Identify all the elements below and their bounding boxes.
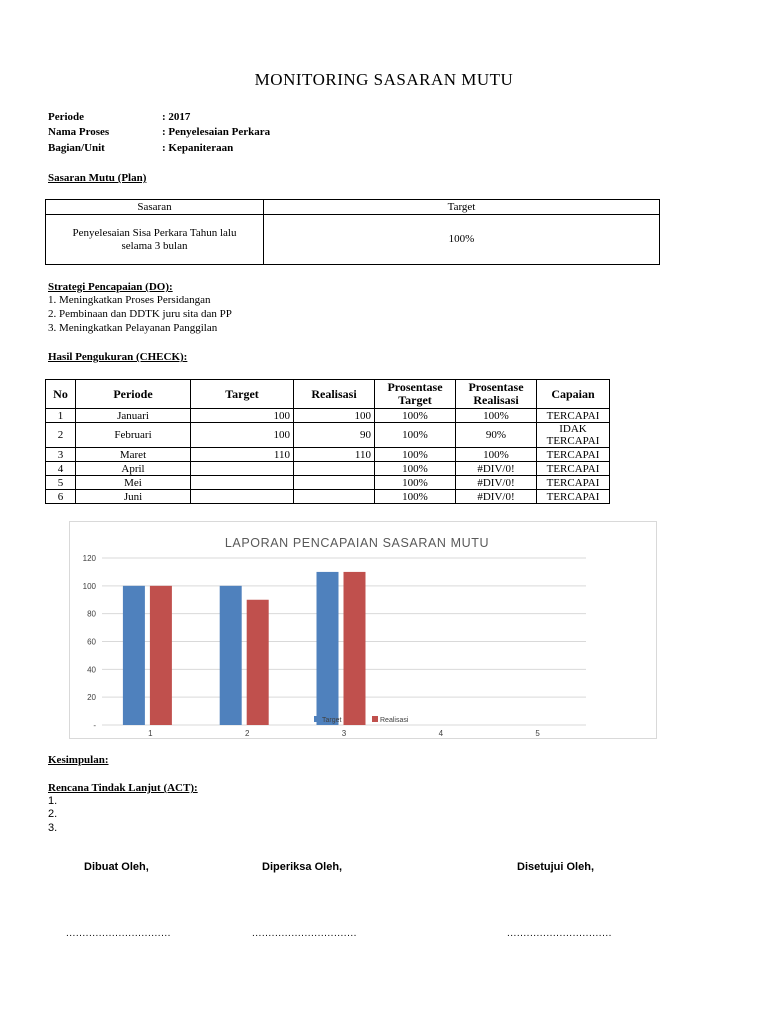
bar-realisasi <box>344 572 366 725</box>
cell-prosentase-realisasi: 90% <box>456 423 537 448</box>
cell-realisasi <box>294 462 375 476</box>
cell-capaian: TERCAPAI <box>537 490 610 504</box>
info-value: : Kepaniteraan <box>162 142 234 154</box>
bar-chart <box>70 522 656 738</box>
cell-periode: Mei <box>76 476 191 490</box>
x-tick-label: 5 <box>535 729 540 738</box>
y-tick-label: 20 <box>87 693 96 703</box>
cell-periode: Juni <box>76 490 191 504</box>
act-item: 2. <box>48 808 58 820</box>
cell-no: 6 <box>46 490 76 504</box>
cell-realisasi: 100 <box>294 409 375 423</box>
plan-sasaran-cell <box>46 215 264 265</box>
bar-target <box>123 586 145 725</box>
table-row <box>46 448 610 462</box>
col-prosentase-realisasi-l1: Prosentase <box>468 380 524 394</box>
x-tick-label: 1 <box>148 729 153 738</box>
cell-no: 4 <box>46 462 76 476</box>
cell-target <box>191 462 294 476</box>
signature-line: ................................ <box>66 928 171 939</box>
cell-no: 5 <box>46 476 76 490</box>
cell-realisasi: 110 <box>294 448 375 462</box>
legend-label: Target <box>322 717 342 724</box>
bar-target <box>317 572 339 725</box>
info-label: Periode <box>48 111 85 123</box>
plan-sasaran-line1: Penyelesaian Sisa Perkara Tahun lalu <box>72 226 237 239</box>
y-tick-label: 120 <box>82 554 96 563</box>
cell-capaian: TERCAPAI <box>537 409 610 423</box>
cell-prosentase-target: 100% <box>375 490 456 504</box>
col-prosentase-target-l2: Target <box>398 393 432 407</box>
chart-title: LAPORAN PENCAPAIAN SASARAN MUTU <box>224 536 490 550</box>
y-tick-label: 60 <box>87 637 96 647</box>
cell-prosentase-target: 100% <box>375 409 456 423</box>
table-row <box>46 462 610 476</box>
strategy-heading: Strategi Pencapaian (DO): <box>48 281 173 293</box>
y-tick-label: 100 <box>82 581 96 591</box>
strategy-item: 3. Meningkatkan Pelayanan Panggilan <box>48 322 218 334</box>
cell-prosentase-target: 100% <box>375 462 456 476</box>
cell-realisasi <box>294 476 375 490</box>
cell-target: 100 <box>191 409 294 423</box>
cell-periode: Februari <box>76 423 191 448</box>
table-row <box>46 476 610 490</box>
info-value: : 2017 <box>162 111 191 123</box>
cell-target: 110 <box>191 448 294 462</box>
cell-prosentase-realisasi: #DIV/0! <box>456 490 537 504</box>
check-table <box>45 379 610 504</box>
kesimpulan-heading: Kesimpulan: <box>48 754 109 766</box>
cell-prosentase-target: 100% <box>375 448 456 462</box>
cell-prosentase-target: 100% <box>375 423 456 448</box>
plan-target-cell: 100% <box>264 215 660 265</box>
cell-no: 1 <box>46 409 76 423</box>
legend-swatch <box>314 716 320 722</box>
signature-diperiksa: Diperiksa Oleh, <box>262 861 343 873</box>
table-row <box>46 490 610 504</box>
cell-prosentase-realisasi: #DIV/0! <box>456 476 537 490</box>
cell-realisasi: 90 <box>294 423 375 448</box>
signature-dibuat: Dibuat Oleh, <box>84 861 149 873</box>
cell-target <box>191 476 294 490</box>
info-label: Nama Proses <box>48 126 110 138</box>
table-row <box>46 409 610 423</box>
col-prosentase-realisasi <box>456 380 537 409</box>
cell-periode: Januari <box>76 409 191 423</box>
act-item: 1. <box>48 795 58 807</box>
signature-disetujui: Disetujui Oleh, <box>517 861 595 873</box>
plan-table <box>45 199 660 265</box>
info-nama-proses <box>48 126 270 138</box>
y-tick-label: 40 <box>87 665 96 675</box>
cell-prosentase-realisasi: 100% <box>456 448 537 462</box>
x-tick-label: 2 <box>244 729 250 738</box>
bar-target <box>220 586 242 725</box>
info-bagian-unit <box>48 142 233 154</box>
col-realisasi: Realisasi <box>294 380 375 409</box>
cell-target <box>191 490 294 504</box>
table-row <box>46 423 610 448</box>
cell-capaian: IDAK TERCAPAI <box>537 423 610 448</box>
cell-realisasi <box>294 490 375 504</box>
cell-prosentase-realisasi: #DIV/0! <box>456 462 537 476</box>
x-tick-label: 3 <box>341 729 347 738</box>
strategy-item: 2. Pembinaan dan DDTK juru sita dan PP <box>48 308 232 320</box>
check-heading: Hasil Pengukuran (CHECK): <box>48 351 188 363</box>
info-value: : Penyelesaian Perkara <box>162 126 271 138</box>
signature-line: ................................ <box>507 928 612 939</box>
col-target: Target <box>191 380 294 409</box>
strategy-item: 1. Meningkatkan Proses Persidangan <box>48 294 211 306</box>
plan-heading: Sasaran Mutu (Plan) <box>48 172 147 184</box>
x-tick-label: 4 <box>438 729 444 738</box>
cell-no: 2 <box>46 423 76 448</box>
bar-realisasi <box>150 586 172 725</box>
col-capaian: Capaian <box>537 380 610 409</box>
cell-no: 3 <box>46 448 76 462</box>
cell-prosentase-target: 100% <box>375 476 456 490</box>
plan-col-sasaran: Sasaran <box>46 200 264 215</box>
page-title: MONITORING SASARAN MUTU <box>254 70 514 89</box>
y-tick-label: 80 <box>87 609 96 619</box>
legend-label: Realisasi <box>380 717 409 724</box>
cell-prosentase-realisasi: 100% <box>456 409 537 423</box>
cell-capaian: TERCAPAI <box>537 462 610 476</box>
act-item: 3. <box>48 822 58 834</box>
bar-realisasi <box>247 600 269 725</box>
cell-target: 100 <box>191 423 294 448</box>
info-periode <box>48 111 190 123</box>
cell-periode: April <box>76 462 191 476</box>
col-periode: Periode <box>76 380 191 409</box>
info-label: Bagian/Unit <box>48 142 105 154</box>
col-prosentase-target <box>375 380 456 409</box>
col-no: No <box>46 380 76 409</box>
cell-periode: Maret <box>76 448 191 462</box>
col-prosentase-realisasi-l2: Realisasi <box>473 393 519 407</box>
legend-swatch <box>372 716 378 722</box>
cell-capaian: TERCAPAI <box>537 448 610 462</box>
y-tick-label: - <box>93 721 96 730</box>
chart-container <box>69 521 657 739</box>
plan-sasaran-line2: selama 3 bulan <box>121 239 188 252</box>
plan-col-target: Target <box>264 200 660 215</box>
signature-line: ................................ <box>252 928 357 939</box>
act-heading: Rencana Tindak Lanjut (ACT): <box>48 782 198 794</box>
cell-capaian: TERCAPAI <box>537 476 610 490</box>
col-prosentase-target-l1: Prosentase <box>387 380 443 394</box>
